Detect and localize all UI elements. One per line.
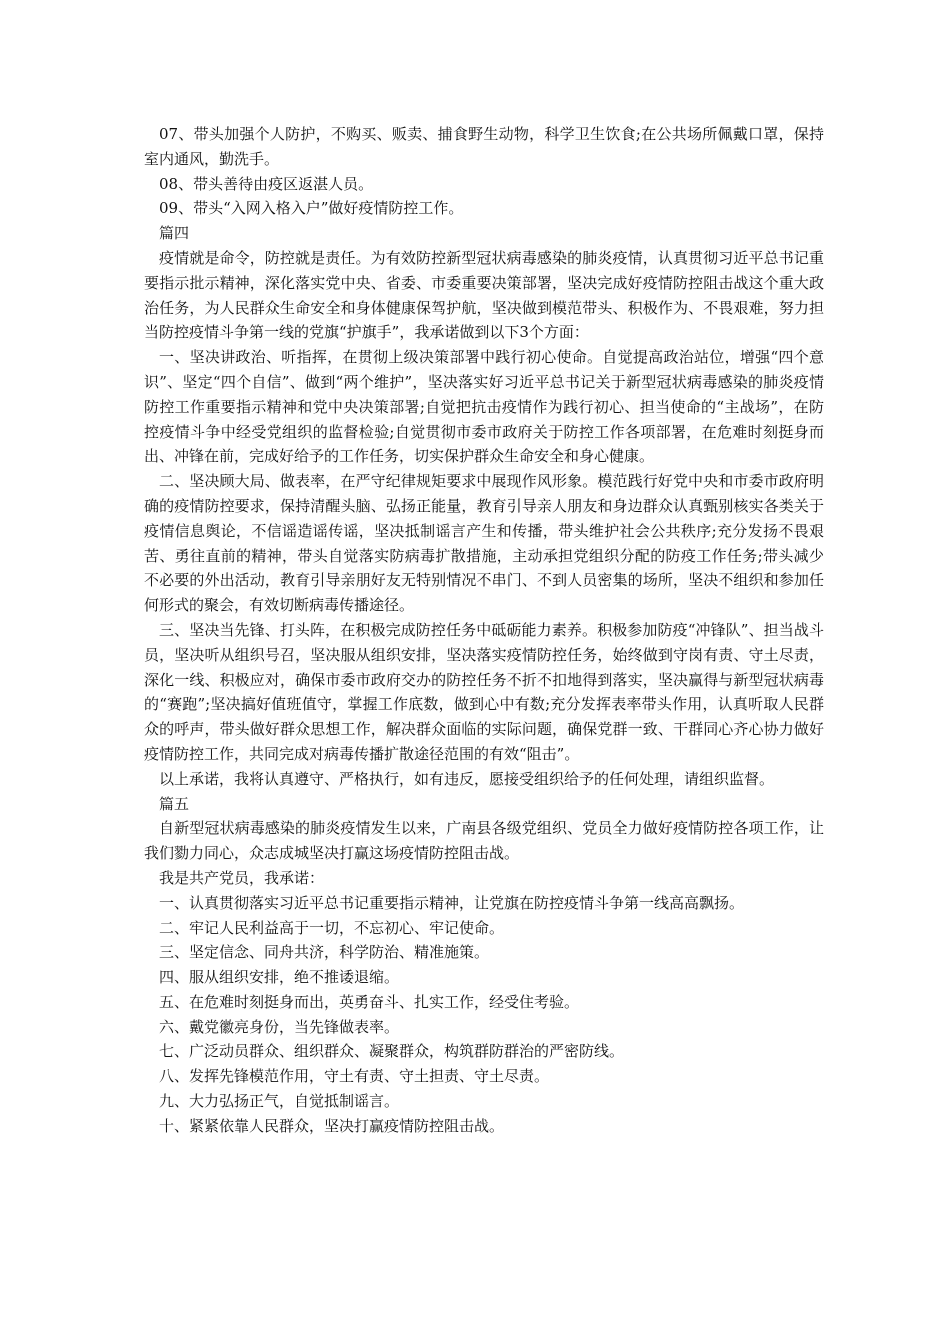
pledge-item-1: 一、认真贯彻落实习近平总书记重要指示精神，让党旗在防控疫情斗争第一线高高飘扬。 [159, 893, 745, 912]
section4-closing: 以上承诺，我将认真遵守、严格执行，如有违反，愿接受组织给予的任何处理，请组织监督。 [159, 769, 775, 788]
item-08: 08、带头善待由疫区返湛人员。 [159, 174, 374, 193]
section5-intro: 自新型冠状病毒感染的肺炎疫情发生以来，广南县各级党组织、党员全力做好疫情防控各项工作，让我们勠力同心，众志成城坚决打赢这场疫情防控阻击战。 [144, 819, 824, 863]
pledge-item-9: 九、大力弘扬正气，自觉抵制谣言。 [159, 1092, 400, 1111]
section-heading-5: 篇五 [159, 794, 190, 813]
pledge-item-8: 八、发挥先锋模范作用，守土有责、守土担责、守土尽责。 [159, 1067, 550, 1086]
section4-point-2: 二、坚决顾大局、做表率，在严守纪律规矩要求中展现作风形象。模范践行好党中央和市委市政府明确的疫情防控要求，保持清醒头脑、弘扬正能量，教育引导亲人朋友和身边群众认真甄别核实各类关于疫情信息舆论，不信谣造谣传谣，坚决抵制谣言产生和传播，带头维护社会公共秩序;充分发扬不畏艰苦、勇往直前的精神，带头自觉落实防病毒扩散措施，主动承担党组织分配的防疫工作任务;带头减少不必要的外出活动，教育引导亲朋好友无特别情况不串门、不到人员密集的场所，坚决不组织和参加任何形式的聚会，有效切断病毒传播途径。 [144, 472, 824, 615]
item-09: 09、带头“入网入格入户”做好疫情防控工作。 [159, 199, 464, 218]
pledge-item-4: 四、服从组织安排，绝不推诿退缩。 [159, 968, 400, 987]
pledge-item-10: 十、紧紧依靠人民群众，坚决打赢疫情防控阻击战。 [159, 1116, 505, 1135]
pledge-item-5: 五、在危难时刻挺身而出，英勇奋斗、扎实工作，经受住考验。 [159, 992, 580, 1011]
item-07: 07、带头加强个人防护，不购买、贩卖、捕食野生动物，科学卫生饮食;在公共场所佩戴口罩，保持室内通风，勤洗手。 [144, 125, 824, 168]
pledge-item-3: 三、坚定信念、同舟共济，科学防治、精准施策。 [159, 943, 490, 962]
section4-point-1: 一、坚决讲政治、听指挥，在贯彻上级决策部署中践行初心使命。自觉提高政治站位，增强“四个意识”、坚定“四个自信”、做到“两个维护”，坚决落实好习近平总书记关于新型冠状病毒感染的肺炎疫情防控工作重要指示精神和党中央决策部署;自觉把抗击疫情作为践行初心、担当使命的“主战场”，在防控疫情斗争中经受党组织的监督检验;自觉贯彻市委市政府关于防控工作各项部署，在危难时刻挺身而出、冲锋在前，完成好给予的工作任务，切实保护群众生命安全和身心健康。 [144, 348, 824, 466]
section4-intro: 疫情就是命令，防控就是责任。为有效防控新型冠状病毒感染的肺炎疫情，认真贯彻习近平总书记重要指示批示精神，深化落实党中央、省委、市委重要决策部署，坚决完成好疫情防控阻击战这个重大政治任务，为人民群众生命安全和身体健康保驾护航，坚决做到模范带头、积极作为、不畏艰难，努力担当防控疫情斗争第一线的党旗“护旗手”，我承诺做到以下3个方面： [144, 248, 824, 342]
pledge-item-2: 二、牢记人民利益高于一切，不忘初心、牢记使命。 [159, 918, 505, 937]
document-page [144, 122, 824, 1139]
section4-point-3: 三、坚决当先锋、打头阵，在积极完成防控任务中砥砺能力素养。积极参加防疫“冲锋队”、担当战斗员，坚决听从组织号召，坚决服从组织安排，坚决落实疫情防控任务，始终做到守岗有责、守土尽责，深化一线、积极应对，确保市委市政府交办的防控任务不折不扣地得到落实，坚决赢得与新型冠状病毒的“赛跑”;坚决搞好值班值守，掌握工作底数，做到心中有数;充分发挥表率带头作用，认真听取人民群众的呼声，带头做好群众思想工作，解决群众面临的实际问题，确保党群一致、干群同心齐心协力做好疫情防控工作，共同完成对病毒传播扩散途径范围的有效“阻击”。 [144, 620, 824, 763]
pledge-item-7: 七、广泛动员群众、组织群众、凝聚群众，构筑群防群治的严密防线。 [159, 1042, 625, 1061]
section5-pledge-lead: 我是共产党员，我承诺： [159, 868, 325, 887]
section-heading-4: 篇四 [159, 224, 190, 243]
pledge-item-6: 六、戴党徽亮身份，当先锋做表率。 [159, 1017, 400, 1036]
